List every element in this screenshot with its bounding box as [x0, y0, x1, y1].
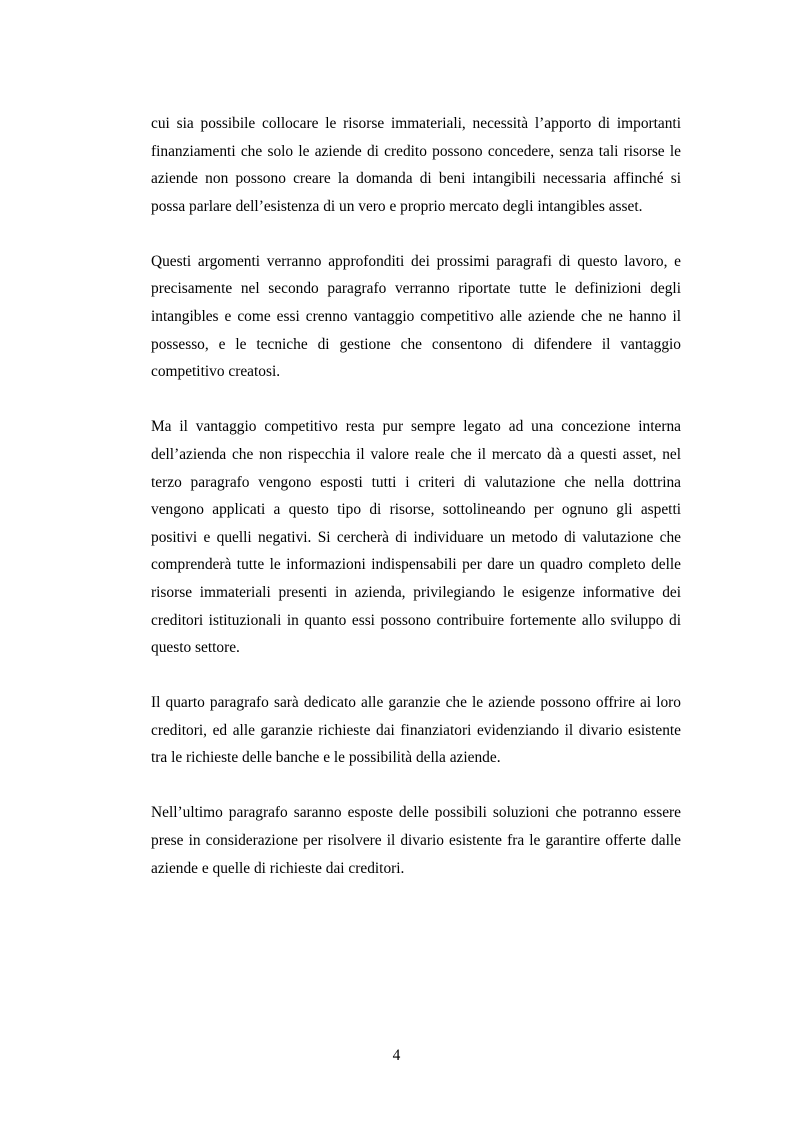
paragraph-5: Nell’ultimo paragrafo saranno esposte delle possibili soluzioni che potranno essere prese in considerazione per risolvere il divario esistente fra le garantire offerte dalle aziende e quelle di richieste dai creditori.: [151, 804, 681, 877]
paragraph-3: Ma il vantaggio competitivo resta pur sempre legato ad una concezione interna dell’azienda che non rispecchia il valore reale che il mercato dà a questi asset, nel terzo paragrafo vengono esposti tutti i criteri di valutazione che nella dottrina vengono applicati a questo tipo di risorse, sottolineando per ognuno gli aspetti positivi e quelli negativi. Si cercherà di individuare un metodo di valutazione che comprenderà tutte le informazioni indispensabili per dare un quadro completo delle risorse immateriali presenti in azienda, privilegiando le esigenze informative dei creditori istituzionali in quanto essi possono contribuire fortemente allo sviluppo di questo settore.: [151, 418, 681, 657]
page-number: 4: [392, 1047, 401, 1064]
paragraph-2: Questi argomenti verranno approfonditi dei prossimi paragrafi di questo lavoro, e precisamente nel secondo paragrafo verranno riportate tutte le definizioni degli intangibles e come essi crenno vantaggio competitivo alle aziende che ne hanno il possesso, e le tecniche di gestione che consentono di difendere il vantaggio competitivo creatosi.: [151, 252, 681, 381]
paragraph-1: cui sia possibile collocare le risorse immateriali, necessità l’apporto di importanti finanziamenti che solo le aziende di credito possono concedere, senza tali risorse le aziende non possono creare la domanda di beni intangibili necessaria affinché si possa parlare dell’esistenza di un vero e proprio mercato degli intangibles asset.: [151, 115, 681, 215]
document-body: [151, 110, 681, 910]
paragraph-4: Il quarto paragrafo sarà dedicato alle garanzie che le aziende possono offrire ai loro creditori, ed alle garanzie richieste dai finanziatori evidenziando il divario esistente tra le richieste delle banche e le possibilità della aziende.: [151, 694, 681, 767]
